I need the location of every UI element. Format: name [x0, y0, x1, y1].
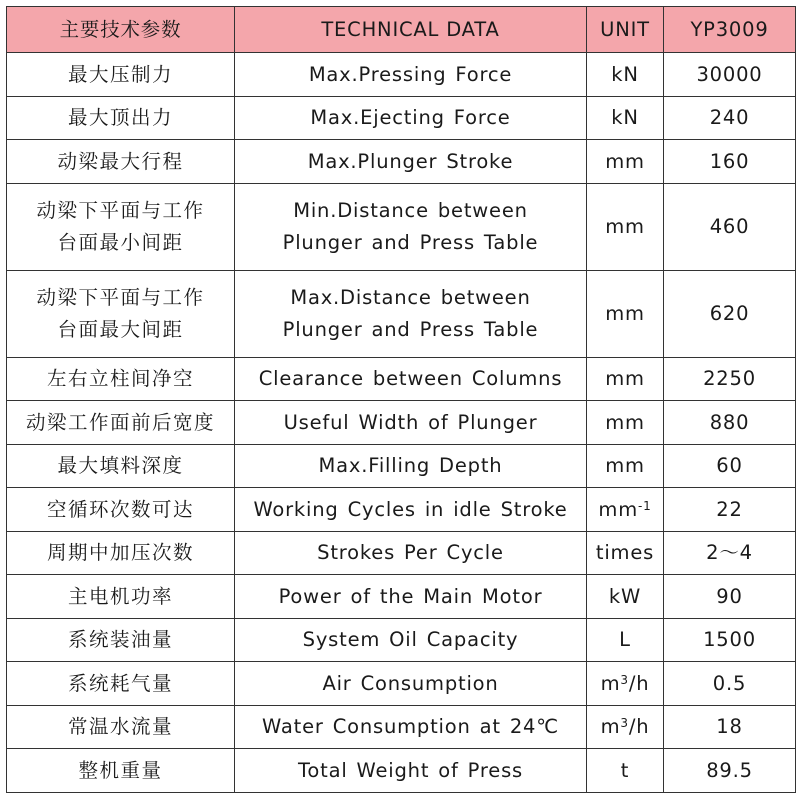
param-cn: 周期中加压次数	[7, 531, 235, 575]
unit-tail: /h	[628, 671, 650, 695]
param-cn: 常温水流量	[7, 705, 235, 749]
table-row	[7, 749, 796, 793]
technical-data-table	[6, 6, 796, 793]
param-unit: mm	[587, 444, 664, 488]
param-en: Water Consumption at 24℃	[235, 705, 587, 749]
param-en: Total Weight of Press	[235, 749, 587, 793]
table-row	[7, 662, 796, 706]
param-unit: mm	[587, 270, 664, 357]
table-row	[7, 705, 796, 749]
param-unit: mm	[587, 183, 664, 270]
param-en	[235, 270, 587, 357]
header-cn: 主要技术参数	[7, 7, 235, 53]
param-cn: 最大填料深度	[7, 444, 235, 488]
param-value: 160	[664, 140, 796, 184]
unit-tail: /h	[628, 715, 650, 739]
unit-sup: 3	[620, 716, 629, 731]
table-row	[7, 488, 796, 532]
unit-base: mm	[598, 497, 638, 521]
param-en: Strokes Per Cycle	[235, 531, 587, 575]
param-cn: 空循环次数可达	[7, 488, 235, 532]
param-cn: 左右立柱间净空	[7, 357, 235, 401]
param-value: 460	[664, 183, 796, 270]
table-row	[7, 270, 796, 357]
param-cn: 动梁最大行程	[7, 140, 235, 184]
table-row	[7, 357, 796, 401]
header-en: TECHNICAL DATA	[235, 7, 587, 53]
param-cn-line1: 动梁下平面与工作	[36, 286, 205, 310]
header-row	[7, 7, 796, 53]
param-cn: 系统装油量	[7, 618, 235, 662]
param-en: Max.Ejecting Force	[235, 96, 587, 140]
param-en: Air Consumption	[235, 662, 587, 706]
param-en: Max.Plunger Stroke	[235, 140, 587, 184]
param-cn: 整机重量	[7, 749, 235, 793]
param-value: 0.5	[664, 662, 796, 706]
table-row	[7, 531, 796, 575]
param-en-line2: Plunger and Press Table	[282, 317, 539, 341]
param-value: 880	[664, 401, 796, 445]
param-cn-line2: 台面最小间距	[57, 230, 184, 254]
param-unit: kN	[587, 53, 664, 97]
table-row	[7, 96, 796, 140]
param-value: 2～4	[664, 531, 796, 575]
param-value: 1500	[664, 618, 796, 662]
param-unit: mm	[587, 357, 664, 401]
param-unit: t	[587, 749, 664, 793]
param-en: Working Cycles in idle Stroke	[235, 488, 587, 532]
param-cn: 主电机功率	[7, 575, 235, 619]
table-row	[7, 444, 796, 488]
param-cn-line2: 台面最大间距	[57, 317, 184, 341]
param-cn: 动梁工作面前后宽度	[7, 401, 235, 445]
param-value: 60	[664, 444, 796, 488]
param-cn	[7, 183, 235, 270]
param-en: Useful Width of Plunger	[235, 401, 587, 445]
param-value: 30000	[664, 53, 796, 97]
param-en: Max.Pressing Force	[235, 53, 587, 97]
table-row	[7, 53, 796, 97]
param-value: 620	[664, 270, 796, 357]
table-row	[7, 575, 796, 619]
param-unit	[587, 705, 664, 749]
param-unit	[587, 662, 664, 706]
header-unit: UNIT	[587, 7, 664, 53]
param-unit	[587, 488, 664, 532]
param-unit: times	[587, 531, 664, 575]
table-row	[7, 140, 796, 184]
unit-base: m	[600, 671, 621, 695]
table-row	[7, 618, 796, 662]
param-en-line1: Min.Distance between	[293, 199, 528, 223]
param-en: Power of the Main Motor	[235, 575, 587, 619]
param-value: 90	[664, 575, 796, 619]
header-model: YP3009	[664, 7, 796, 53]
table-row	[7, 401, 796, 445]
unit-sup: -1	[638, 498, 652, 513]
param-en-line1: Max.Distance between	[290, 286, 531, 310]
param-cn: 最大顶出力	[7, 96, 235, 140]
param-en-line2: Plunger and Press Table	[282, 230, 539, 254]
param-en: Max.Filling Depth	[235, 444, 587, 488]
param-value: 2250	[664, 357, 796, 401]
unit-base: m	[600, 715, 621, 739]
param-unit: kW	[587, 575, 664, 619]
param-value: 22	[664, 488, 796, 532]
param-unit: L	[587, 618, 664, 662]
param-unit: mm	[587, 401, 664, 445]
param-cn: 系统耗气量	[7, 662, 235, 706]
param-cn	[7, 270, 235, 357]
param-unit: kN	[587, 96, 664, 140]
unit-sup: 3	[620, 672, 629, 687]
param-en: Clearance between Columns	[235, 357, 587, 401]
param-cn-line1: 动梁下平面与工作	[36, 199, 205, 223]
param-value: 89.5	[664, 749, 796, 793]
param-unit: mm	[587, 140, 664, 184]
param-value: 240	[664, 96, 796, 140]
table-row	[7, 183, 796, 270]
param-value: 18	[664, 705, 796, 749]
param-en	[235, 183, 587, 270]
param-en: System Oil Capacity	[235, 618, 587, 662]
param-cn: 最大压制力	[7, 53, 235, 97]
